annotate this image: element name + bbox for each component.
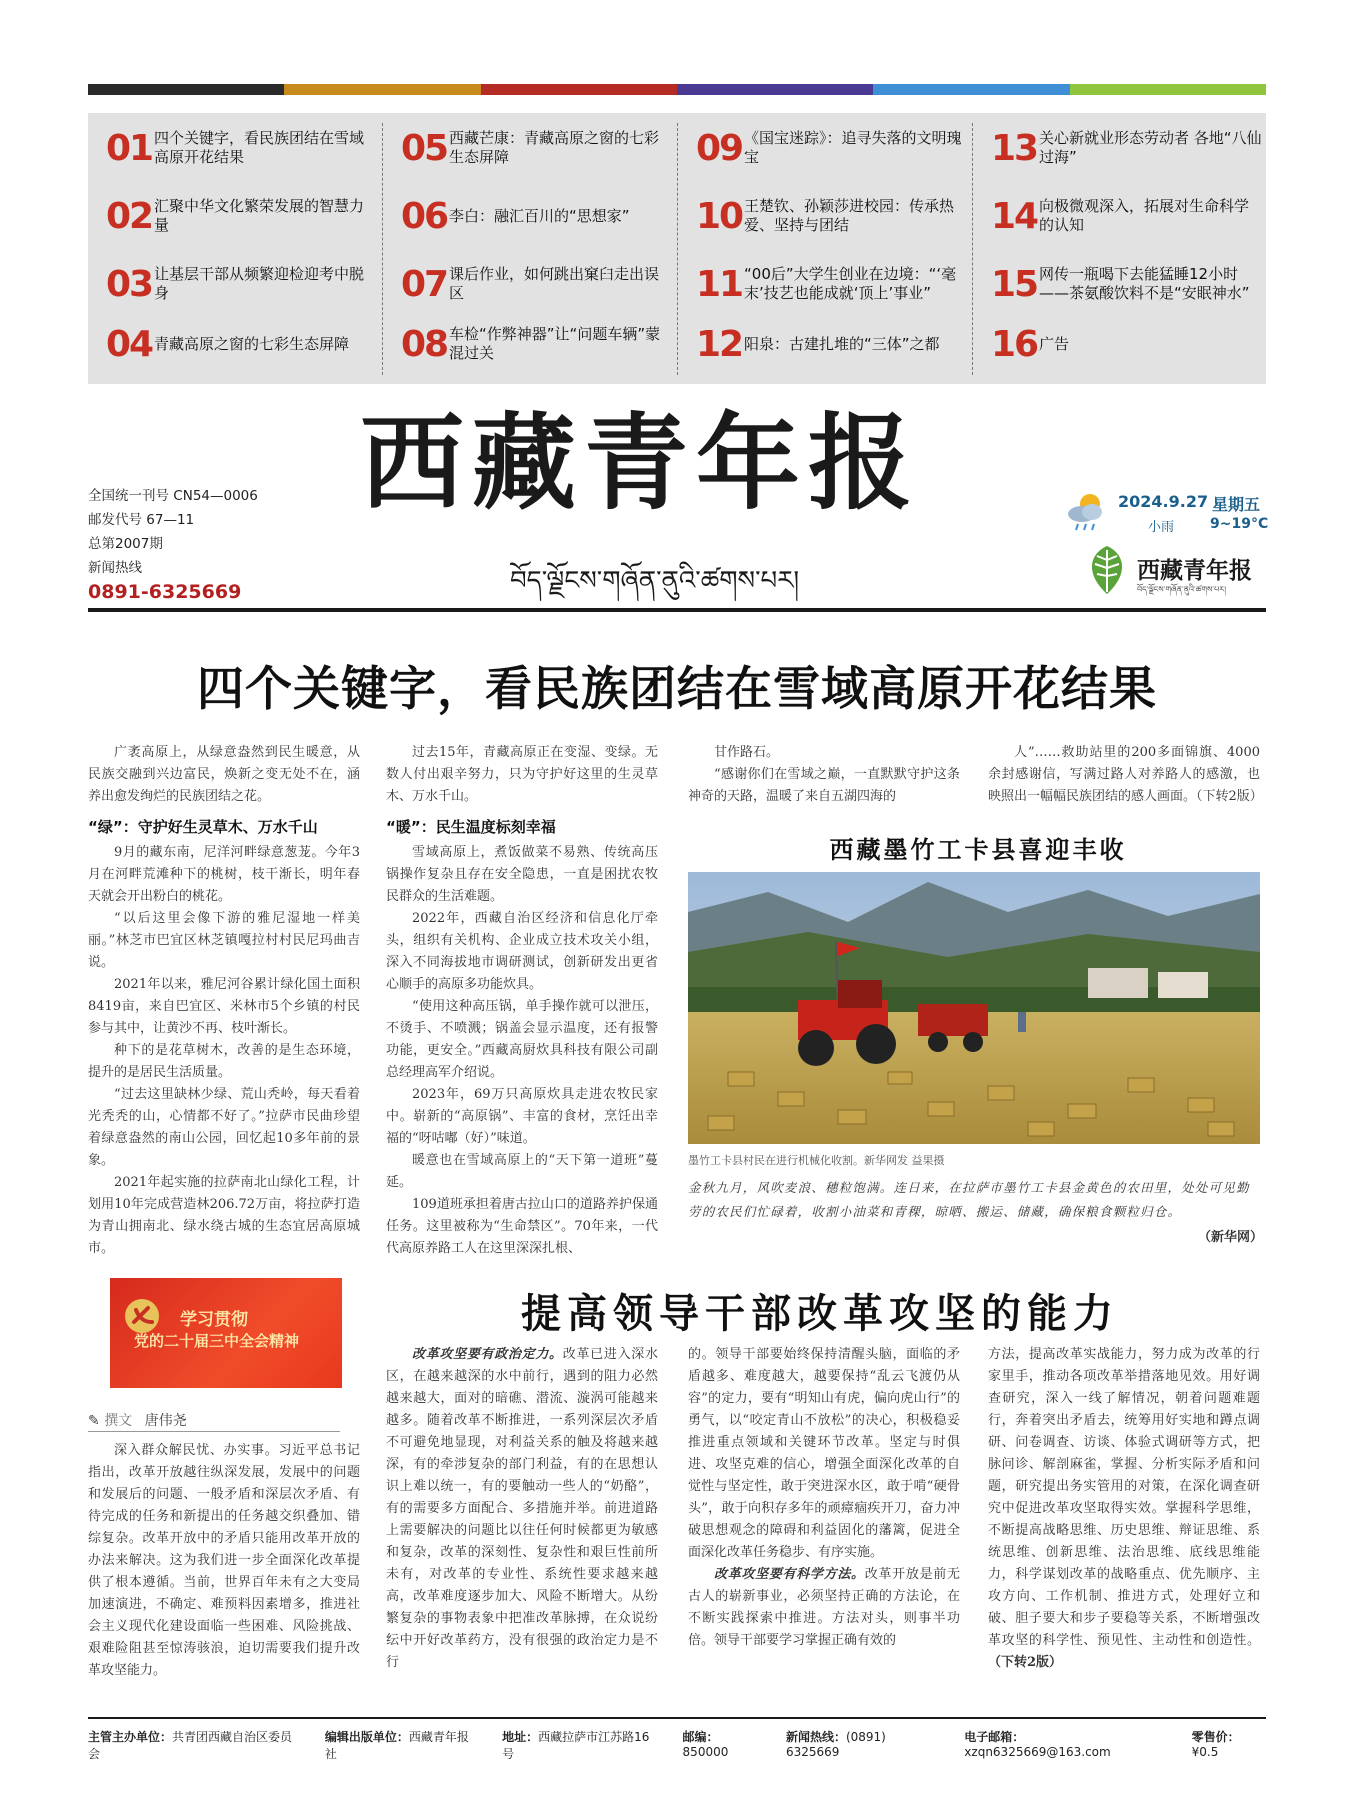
index-page-number: 06 — [401, 195, 448, 237]
index-title: 四个关键字，看民族团结在雪域高原开花结果 — [154, 129, 365, 166]
postal-code: 邮发代号 67—11 — [88, 512, 195, 528]
hotline-number: 0891-6325669 — [88, 581, 242, 603]
lead-col1-intro — [88, 742, 360, 808]
photo-caption: 墨竹工卡县村民在进行机械化收割。新华网发 益果摄 — [688, 1154, 945, 1167]
footer-label: 编辑出版单位： — [324, 1730, 409, 1744]
index-item[interactable] — [88, 319, 378, 369]
index-item[interactable] — [383, 319, 673, 369]
paragraph: “感谢你们在雪域之巅，一直默默守护这条神奇的天路，温暖了来自五湖四海的 — [688, 767, 960, 804]
paragraph: 深入群众解民忧、办实事。习近平总书记指出，改革开放越往纵深发展，发展中的问题和发展后的问题、一般矛盾和深层次矛盾、有待完成的任务和新提出的任务越交织叠加、错综复杂。改革开放中的矛盾只能用改革开放的办法来解决。这为我们进一步全面深化改革提供了根本遵循。当前，世界百年未有之大变局加速演进，不确定、难预料因素增多，推进社会主义现代化建设面临一些困难、风险挑战、艰难险阻甚至惊涛骇浪，迫切需要我们提升改革攻坚能力。 — [88, 1443, 360, 1678]
publication-info — [88, 484, 258, 604]
index-column — [383, 123, 678, 375]
index-item[interactable] — [973, 123, 1263, 173]
lead-column-4 — [988, 742, 1263, 808]
lead-column-1 — [88, 742, 360, 1260]
index-title: 向极微观深入，拓展对生命科学的认知 — [1039, 197, 1250, 234]
color-segment — [873, 84, 1069, 95]
index-item[interactable] — [678, 259, 968, 309]
index-column — [88, 123, 383, 375]
index-column — [973, 123, 1268, 375]
footer-item — [683, 1728, 764, 1762]
index-title: 让基层干部从频繁迎检迎考中脱身 — [154, 265, 365, 302]
leaf-logo-icon — [1083, 544, 1131, 596]
paragraph: 人”……救助站里的200多面锦旗、4000余封感谢信，写满过路人对养路人的感激，也映照出一幅幅民族团结的感人画面。（下转2版） — [988, 745, 1263, 804]
footer — [88, 1728, 1266, 1762]
photo-description: 金秋九月，风吹麦浪、穗粒饱满。连日来，在拉萨市墨竹工卡县金黄色的农田里，处处可见勤劳的农民们忙碌着，收割小油菜和青稞，晾晒、搬运、储藏，确保粮食颗粒归仓。 — [688, 1180, 1250, 1219]
lead-col2-body — [386, 842, 658, 1260]
photo-title: 西藏墨竹工卡县喜迎丰收 — [829, 835, 1127, 864]
article2-column-3 — [688, 1344, 960, 1652]
lead-col1-body — [88, 842, 360, 1260]
banner-line-2: 党的二十届三中全会精神 — [134, 1332, 300, 1350]
index-item[interactable] — [383, 123, 673, 173]
index-page-number: 13 — [991, 127, 1038, 169]
article2-col3b-text: 改革开放是前无古人的崭新事业，必须坚持正确的方法论，在不断实践探索中推进。方法对头，则事半功倍。领导干部要学习掌握正确有效的 — [688, 1567, 960, 1648]
index-title: 阳泉：古建扎堆的“三体”之都 — [744, 334, 940, 353]
article2-col2-text: 改革已进入深水区，在越来越深的水中前行，遇到的阻力必然越来越大，面对的暗礁、潜流、漩涡可能越来越多。随着改革不断推进，一系列深层次矛盾不可避免地显现，对利益关系的触及将越来越深，有的牵涉复杂的部门利益，有的在思想认识上难以统一，有的要触动一些人的“奶酪”，有的需要多方面配合、多措施并举。前进道路上需要解决的问题比以往任何时候都更为敏感和复杂，改革的深刻性、复杂性和艰巨性前所未有，对改革的专业性、系统性要求越来越高，改革难度逐步加大、风险不断增大。从纷繁复杂的事物表象中把准改革脉搏，在众说纷纭中开好改革药方，没有很强的政治定力是不行 — [386, 1347, 658, 1670]
article2-lead-political: 改革攻坚要有政治定力。 — [412, 1347, 563, 1362]
footer-item — [786, 1728, 942, 1762]
paragraph: 种下的是花草树木，改善的是生态环境，提升的是居民生活质量。 — [88, 1043, 360, 1080]
index-page-number: 09 — [696, 127, 743, 169]
index-item[interactable] — [678, 123, 968, 173]
page-index — [88, 113, 1266, 384]
index-item[interactable] — [383, 259, 673, 309]
index-item[interactable] — [88, 191, 378, 241]
article2-headline: 提高领导干部改革攻坚的能力 — [521, 1291, 1119, 1337]
author-name: 唐伟尧 — [144, 1413, 187, 1429]
footer-label: 邮编： — [682, 1730, 719, 1744]
index-title: 西藏芒康：青藏高原之窗的七彩生态屏障 — [449, 129, 660, 166]
index-title: 车检“作弊神器”让“问题车辆”蒙混过关 — [449, 325, 661, 362]
footer-value: (0891) 6325669 — [785, 1730, 886, 1759]
article2-col3-text: 的。领导干部要始终保持清醒头脑，面临的矛盾越多、难度越大，越要保持“乱云飞渡仍从容”的定力，要有“明知山有虎，偏向虎山行”的勇气，以“咬定青山不放松”的决心，积极稳妥推进重点领域和关键环节改革。坚定与时俱进、攻坚克难的信心，增强全面深化改革的自觉性与坚定性，敢于突进深水区，敢于啃“硬骨头”，敢于向积存多年的顽瘴痼疾开刀，奋力冲破思想观念的障碍和利益固化的藩篱，促进全面深化改革任务稳步、有序实施。 — [688, 1347, 960, 1560]
footer-rule — [88, 1717, 1266, 1719]
footer-item — [502, 1728, 660, 1762]
index-title: 广告 — [1039, 334, 1070, 353]
footer-value: xzqn6325669@163.com — [964, 1745, 1111, 1759]
index-column — [678, 123, 973, 375]
paragraph: “使用这种高压锅，单手操作就可以泄压，不烫手、不喷溅；锅盖会显示温度，还有报警功能，更安全。”西藏高厨炊具科技有限公司副总经理高军介绍说。 — [386, 999, 658, 1080]
article2-col4-text: 方法，提高改革实战能力，努力成为改革的行家里手，推动各项改革举措落地见效。用好调查研究，深入一线了解情况，朝着问题难题行，奔着突出矛盾去，统筹用好实地和蹲点调研、问卷调查、访谈、体验式调研等方式，把脉问诊、解剖麻雀，掌握、分析实际矛盾和问题，研究提出务实管用的对策，在深化调查研究中促进改革攻坚取得实效。掌握科学思维，不断提高战略思维、历史思维、辩证思维、系统思维、创新思维、法治思维、底线思维能力，科学谋划改革的战略重点、优先顺序、主攻方向、工作机制、推进方式，处理好立和破、胆子要大和步子要稳等关系，不断增强改革攻坚的科学性、预见性、主动性和创造性。 — [988, 1347, 1260, 1648]
footer-item — [964, 1728, 1169, 1762]
paragraph: 9月的藏东南，尼洋河畔绿意葱茏。今年3月在河畔荒滩种下的桃树，枝干渐长，明年春天就会开出粉白的桃花。 — [88, 845, 360, 904]
color-segment — [284, 84, 480, 95]
index-page-number: 16 — [991, 323, 1038, 365]
lead-column-2 — [386, 742, 658, 1260]
color-segment — [88, 84, 284, 95]
index-title: 李白：融汇百川的“思想家” — [449, 206, 630, 225]
paragraph: 2021年起实施的拉萨南北山绿化工程，计划用10年完成营造林206.72万亩，将拉萨打造为青山拥南北、绿水绕古城的生态宜居高原城市。 — [88, 1175, 360, 1256]
index-page-number: 05 — [401, 127, 448, 169]
paragraph: 2023年，69万只高原炊具走进农牧民家中。崭新的“高原锅”、丰富的食材，烹饪出幸福的“呀咕嘟（好）”味道。 — [386, 1087, 658, 1146]
footer-label: 主管主办单位： — [88, 1730, 173, 1744]
masthead-title: 西藏青年报 — [360, 401, 921, 524]
article2-column-4 — [988, 1344, 1260, 1674]
index-page-number: 12 — [696, 323, 743, 365]
index-title: 《国宝迷踪》：追寻失落的文明瑰宝 — [744, 129, 962, 166]
index-title: 网传一瓶喝下去能猛睡12小时——茶氨酸饮料不是“安眠神水” — [1039, 265, 1250, 302]
footer-value: ¥0.5 — [1191, 1745, 1219, 1759]
author-row — [88, 1410, 340, 1432]
issue-number: 总第2007期 — [88, 536, 163, 552]
footer-item — [1192, 1728, 1266, 1762]
index-page-number: 10 — [696, 195, 743, 237]
index-page-number: 03 — [106, 263, 153, 305]
footer-label: 地址： — [502, 1730, 539, 1744]
masthead-tibetan: བོད་ལྗོངས་གཞོན་ནུའི་ཚགས་པར། — [510, 566, 800, 596]
color-bar — [88, 84, 1266, 95]
paragraph: 109道班承担着唐古拉山口的道路养护保通任务。这里被称为“生命禁区”。70年来，一代代高原养路工人在这里深深扎根、 — [386, 1197, 658, 1256]
lead-col2-intro — [386, 742, 658, 808]
index-page-number: 07 — [401, 263, 448, 305]
paragraph: “以后这里会像下游的雅尼湿地一样美丽。”林芝市巴宜区林芝镇嘎拉村村民尼玛曲吉说。 — [88, 911, 360, 970]
lead-headline: 四个关键字，看民族团结在雪域高原开花结果 — [197, 662, 1157, 717]
footer-item — [325, 1728, 480, 1762]
issue-date: 2024.9.27 — [1118, 492, 1209, 511]
color-segment — [1070, 84, 1266, 95]
harvest-photo — [688, 872, 1260, 1144]
weather-condition: 小雨 — [1148, 520, 1175, 535]
paragraph: 2021年以来，雅尼河谷累计绿化国土面积8419亩，来自巴宜区、米林市5个乡镇的村民参与其中，让黄沙不再、枝叶渐长。 — [88, 977, 360, 1036]
index-item[interactable] — [383, 191, 673, 241]
index-page-number: 11 — [696, 263, 743, 305]
harvest-illustration — [688, 872, 1260, 1144]
paragraph: “过去这里缺林少绿、荒山秃岭，每天看着光秃秃的山，心情都不好了。”拉萨市民曲珍望着绿意盎然的南山公园，回忆起10多年前的景象。 — [88, 1087, 360, 1168]
issn: 全国统一刊号 CN54—0006 — [88, 488, 258, 504]
pen-icon: ✎ — [88, 1413, 100, 1429]
paragraph: 过去15年，青藏高原正在变湿、变绿。无数人付出艰辛努力，只为守护好这里的生灵草木、万水千山。 — [386, 745, 658, 804]
logo-subtitle: བོད་ལྗོངས་གཞོན་ནུའི་ཚགས་པར། — [1137, 585, 1226, 594]
footer-label: 新闻热线： — [785, 1730, 846, 1744]
footer-label: 零售价： — [1191, 1730, 1240, 1744]
photo-source: （新华网） — [1198, 1230, 1264, 1245]
index-page-number: 02 — [106, 195, 153, 237]
article2-column-2 — [386, 1344, 658, 1674]
footer-label: 电子邮箱： — [964, 1730, 1025, 1744]
paragraph: 广袤高原上，从绿意盎然到民生暖意，从民族交融到兴边富民，焕新之变无处不在，涵养出愈发绚烂的民族团结之花。 — [88, 745, 360, 804]
color-segment — [481, 84, 677, 95]
index-item[interactable] — [88, 259, 378, 309]
masthead-rule — [88, 608, 1266, 612]
index-title: 汇聚中华文化繁荣发展的智慧力量 — [154, 197, 365, 234]
paragraph: 暖意也在雪域高原上的“天下第一道班”蔓延。 — [386, 1153, 658, 1190]
index-page-number: 04 — [106, 323, 153, 365]
lead-column-3 — [688, 742, 960, 808]
index-title: 关心新就业形态劳动者 各地“八仙过海” — [1039, 129, 1262, 166]
index-title: 王楚钦、孙颖莎进校园：传承热爱、坚持与团结 — [744, 197, 955, 234]
index-title: “00后”大学生创业在边境：“‘毫末’技艺也能成就‘顶上’事业” — [744, 265, 957, 302]
index-page-number: 15 — [991, 263, 1038, 305]
weekday: 星期五 — [1212, 495, 1261, 514]
index-page-number: 01 — [106, 127, 153, 169]
index-item[interactable] — [678, 319, 968, 369]
index-item[interactable] — [88, 123, 378, 173]
index-title: 课后作业，如何跳出窠臼走出误区 — [449, 265, 660, 302]
index-item[interactable] — [973, 259, 1263, 309]
article2-lead-method: 改革攻坚要有科学方法。 — [714, 1567, 865, 1582]
author-label: 撰文 — [104, 1413, 133, 1429]
article2-column-1 — [88, 1440, 360, 1682]
index-item[interactable] — [973, 191, 1263, 241]
footer-value: 共青团西藏自治区委员会 — [88, 1730, 293, 1761]
temperature: 9~19°C — [1210, 516, 1269, 532]
index-item[interactable] — [678, 191, 968, 241]
index-title: 青藏高原之窗的七彩生态屏障 — [154, 334, 350, 353]
index-page-number: 14 — [991, 195, 1038, 237]
rain-cloud-icon — [1064, 488, 1112, 532]
footer-value: 西藏拉萨市江苏路16号 — [502, 1730, 650, 1761]
footer-value: 西藏青年报社 — [324, 1730, 469, 1761]
color-segment — [677, 84, 873, 95]
index-page-number: 08 — [401, 323, 448, 365]
footer-value: 850000 — [682, 1745, 729, 1759]
footer-item — [88, 1728, 303, 1762]
lead-subheading-warm: “暖”：民生温度标刻幸福 — [386, 818, 556, 836]
hotline-label: 新闻热线 — [88, 560, 142, 576]
paragraph: 雪域高原上，煮饭做菜不易熟、传统高压锅操作复杂且存在安全隐患，一直是困扰农牧民群众的生活难题。 — [386, 845, 658, 904]
logo-text: 西藏青年报 — [1137, 557, 1252, 584]
index-item[interactable] — [973, 319, 1263, 369]
paragraph: 甘作路石。 — [714, 745, 780, 760]
paragraph: 2022年，西藏自治区经济和信息化厅牵头，组织有关机构、企业成立技术攻关小组，深入不同海拔地市调研测试，创新研发出更省心顺手的高原多功能炊具。 — [386, 911, 658, 992]
banner-line-1: 学习贯彻 — [180, 1310, 248, 1330]
article2-continue: （下转2版） — [988, 1655, 1063, 1670]
lead-subheading-green: “绿”：守护好生灵草木、万水千山 — [88, 818, 318, 836]
